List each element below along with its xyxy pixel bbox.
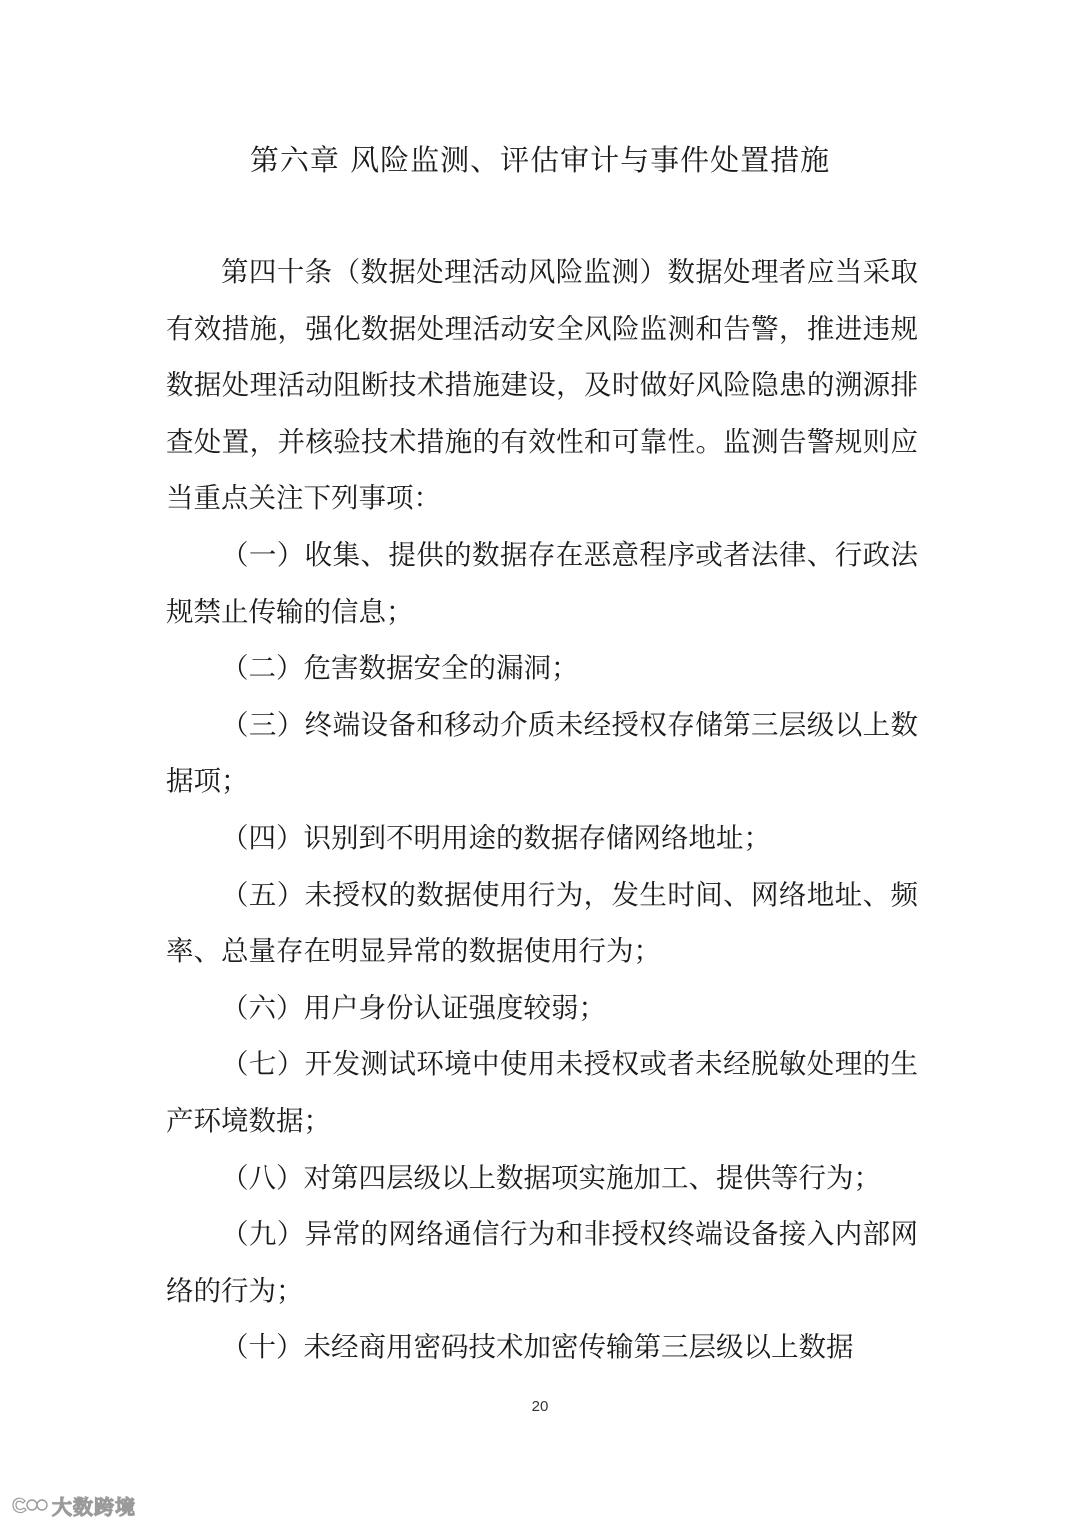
- article-intro-text: （数据处理活动风险监测）数据处理者应当采取有效措施，强化数据处理活动安全风险监测和告警，推进违规数据处理活动阻断技术措施建设，及时做好风险隐患的溯源排查处置，并核验技术措施的有效性和可靠性。监测告警规则应当重点关注下列事项：: [166, 256, 919, 515]
- list-item: （十）未经商用密码技术加密传输第三层级以上数据: [221, 1331, 854, 1364]
- list-item: （九）异常的网络通信行为和非授权终端设备接入内部网络的行为；: [166, 1218, 918, 1307]
- list-item: （八）对第四层级以上数据项实施加工、提供等行为；: [221, 1161, 881, 1194]
- watermark-logo-icon: [10, 1493, 48, 1517]
- list-item: （四）识别到不明用途的数据存储网络地址；: [221, 821, 771, 854]
- watermark: [10, 1491, 136, 1519]
- list-item: （六）用户身份认证强度较弱；: [221, 991, 606, 1024]
- article-label: 第四十条: [221, 256, 333, 288]
- page-number: 20: [531, 1398, 549, 1415]
- chapter-title: 第六章 风险监测、评估审计与事件处置措施: [249, 143, 831, 177]
- list-item: （七）开发测试环境中使用未授权或者未经脱敏处理的生产环境数据；: [166, 1048, 918, 1137]
- article-body: [166, 244, 918, 1376]
- watermark-text: 大数跨境: [52, 1494, 136, 1519]
- list-item: （三）终端设备和移动介质未经授权存储第三层级以上数据项；: [166, 708, 918, 798]
- list-item: （二）危害数据安全的漏洞；: [221, 652, 579, 685]
- list-item: （一）收集、提供的数据存在恶意程序或者法律、行政法规禁止传输的信息；: [166, 538, 918, 628]
- article-intro-paragraph: [166, 244, 918, 527]
- list-item: （五）未授权的数据使用行为，发生时间、网络地址、频率、总量存在明显异常的数据使用行为；: [166, 878, 918, 968]
